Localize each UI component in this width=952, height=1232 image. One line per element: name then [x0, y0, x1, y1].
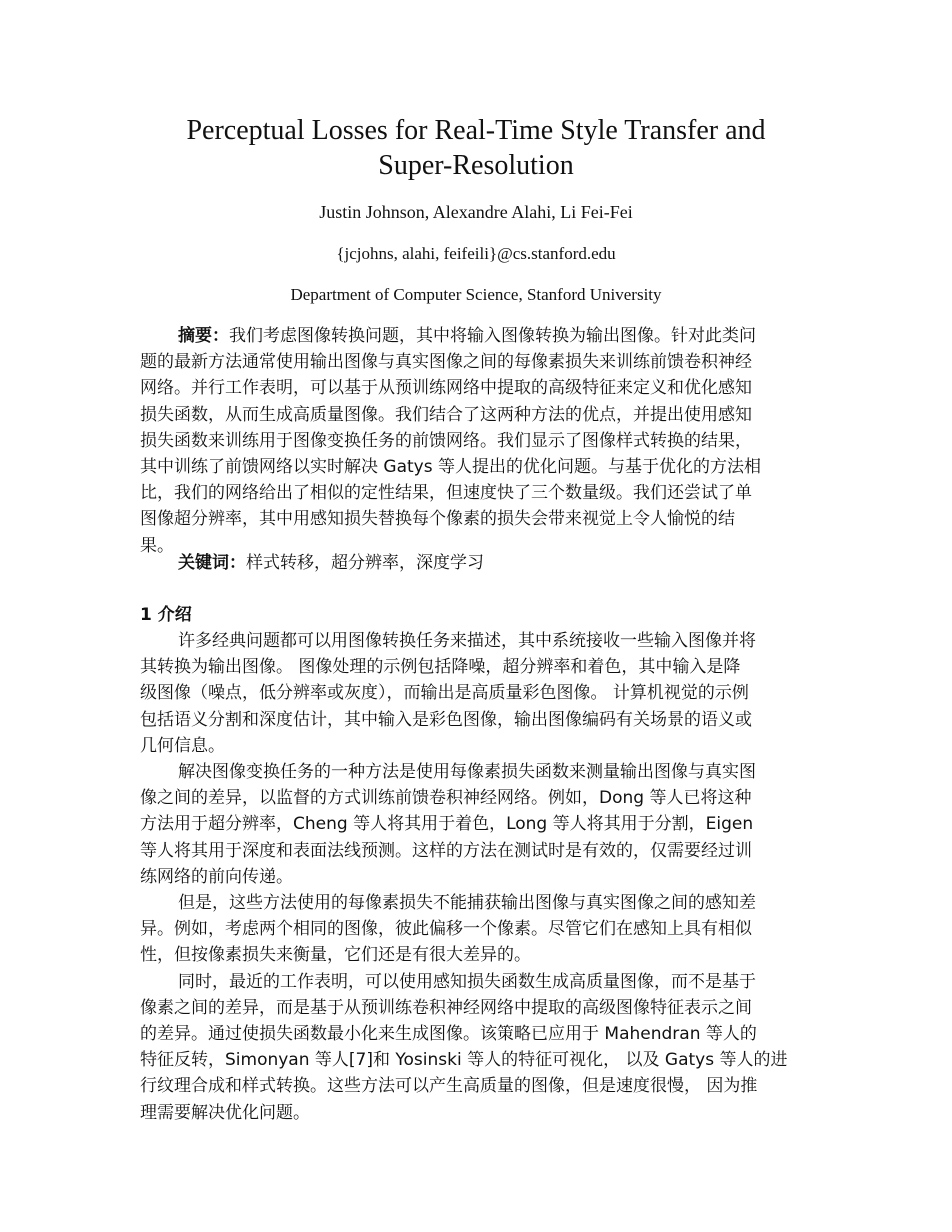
paragraph-line: 性，但按像素损失来衡量，它们还是有很大差异的。	[140, 945, 531, 966]
abstract	[140, 323, 812, 559]
paragraph-line: 理需要解决优化问题。	[140, 1102, 310, 1123]
paragraph-line: 解决图像变换任务的一种方法是使用每像素损失函数来测量输出图像与真实图	[178, 762, 756, 783]
paragraph-line: 练网络的前向传递。	[140, 866, 293, 887]
paragraph-line: 级图像（噪点，低分辨率或灰度），而输出是高质量彩色图像。 计算机视觉的示例	[140, 683, 749, 704]
paragraph-line: 像之间的差异，以监督的方式训练前馈卷积神经网络。例如，Dong 等人已将这种	[140, 788, 752, 809]
title-line-2: Super-Resolution	[378, 150, 574, 181]
abstract-line: 比，我们的网络给出了相似的定性结果，但速度快了三个数量级。我们还尝试了单	[140, 483, 752, 504]
author-list: Justin Johnson, Alexandre Alahi, Li Fei-Fei	[319, 202, 633, 222]
title-line-1: Perceptual Losses for Real-Time Style Transfer and	[186, 115, 766, 146]
paragraph-line: 同时，最近的工作表明，可以使用感知损失函数生成高质量图像，而不是基于	[178, 971, 756, 992]
abstract-line: 损失函数，从而生成高质量图像。我们结合了这两种方法的优点，并提出使用感知	[140, 404, 752, 425]
keywords-line	[140, 550, 812, 576]
paper-title	[140, 113, 812, 183]
keywords-text: 样式转移，超分辨率，深度学习	[246, 553, 484, 573]
paragraph-line: 其转换为输出图像。 图像处理的示例包括降噪，超分辨率和着色，其中输入是降	[140, 657, 741, 678]
paragraph-line: 几何信息。	[140, 735, 225, 756]
paragraph-line: 包括语义分割和深度估计，其中输入是彩色图像，输出图像编码有关场景的语义或	[140, 709, 752, 730]
abstract-line: 图像超分辨率，其中用感知损失替换每个像素的损失会带来视觉上令人愉悦的结	[140, 509, 735, 530]
section-heading-introduction: 1 介绍	[140, 605, 192, 625]
abstract-line: 果。	[140, 535, 174, 556]
paragraph-line: 许多经典问题都可以用图像转换任务来描述，其中系统接收一些输入图像并将	[178, 631, 756, 651]
paragraph-line: 像素之间的差异，而是基于从预训练卷积神经网络中提取的高级图像特征表示之间	[140, 997, 752, 1018]
paragraph-line: 的差异。通过使损失函数最小化来生成图像。该策略已应用于 Mahendran 等人的	[140, 1024, 757, 1045]
abstract-line: 损失函数来训练用于图像变换任务的前馈网络。我们显示了图像样式转换的结果，	[140, 430, 752, 451]
abstract-line	[140, 323, 812, 349]
paragraph-line: 等人将其用于深度和表面法线预测。这样的方法在测试时是有效的，仅需要经过训	[140, 840, 752, 861]
abstract-line: 其中训练了前馈网络以实时解决 Gatys 等人提出的优化问题。与基于优化的方法相	[140, 457, 761, 478]
author-affiliation: Department of Computer Science, Stanford University	[290, 285, 662, 304]
keywords	[140, 550, 812, 576]
paragraph-line: 行纹理合成和样式转换。这些方法可以产生高质量的图像，但是速度很慢， 因为推	[140, 1076, 758, 1097]
paragraph-line: 异。例如，考虑两个相同的图像，彼此偏移一个像素。尽管它们在感知上具有相似	[140, 919, 752, 940]
paragraph-line: 但是，这些方法使用的每像素损失不能捕获输出图像与真实图像之间的感知差	[178, 893, 756, 914]
paragraph-line: 特征反转，Simonyan 等人[7]和 Yosinski 等人的特征可视化， 以及 Gatys 等人的进	[140, 1050, 788, 1071]
author-email: {jcjohns, alahi, feifeili}@cs.stanford.edu	[336, 244, 616, 263]
abstract-label: 摘要：	[178, 326, 229, 346]
keywords-label: 关键词：	[178, 553, 246, 573]
introduction-body	[140, 628, 812, 1126]
paragraph-line: 方法用于超分辨率，Cheng 等人将其用于着色，Long 等人将其用于分割，Eigen	[140, 814, 754, 835]
abstract-line: 网络。并行工作表明，可以基于从预训练网络中提取的高级特征来定义和优化感知	[140, 378, 752, 399]
abstract-line: 题的最新方法通常使用输出图像与真实图像之间的每像素损失来训练前馈卷积神经	[140, 352, 752, 373]
abstract-text: 我们考虑图像转换问题，其中将输入图像转换为输出图像。针对此类问	[229, 326, 756, 346]
